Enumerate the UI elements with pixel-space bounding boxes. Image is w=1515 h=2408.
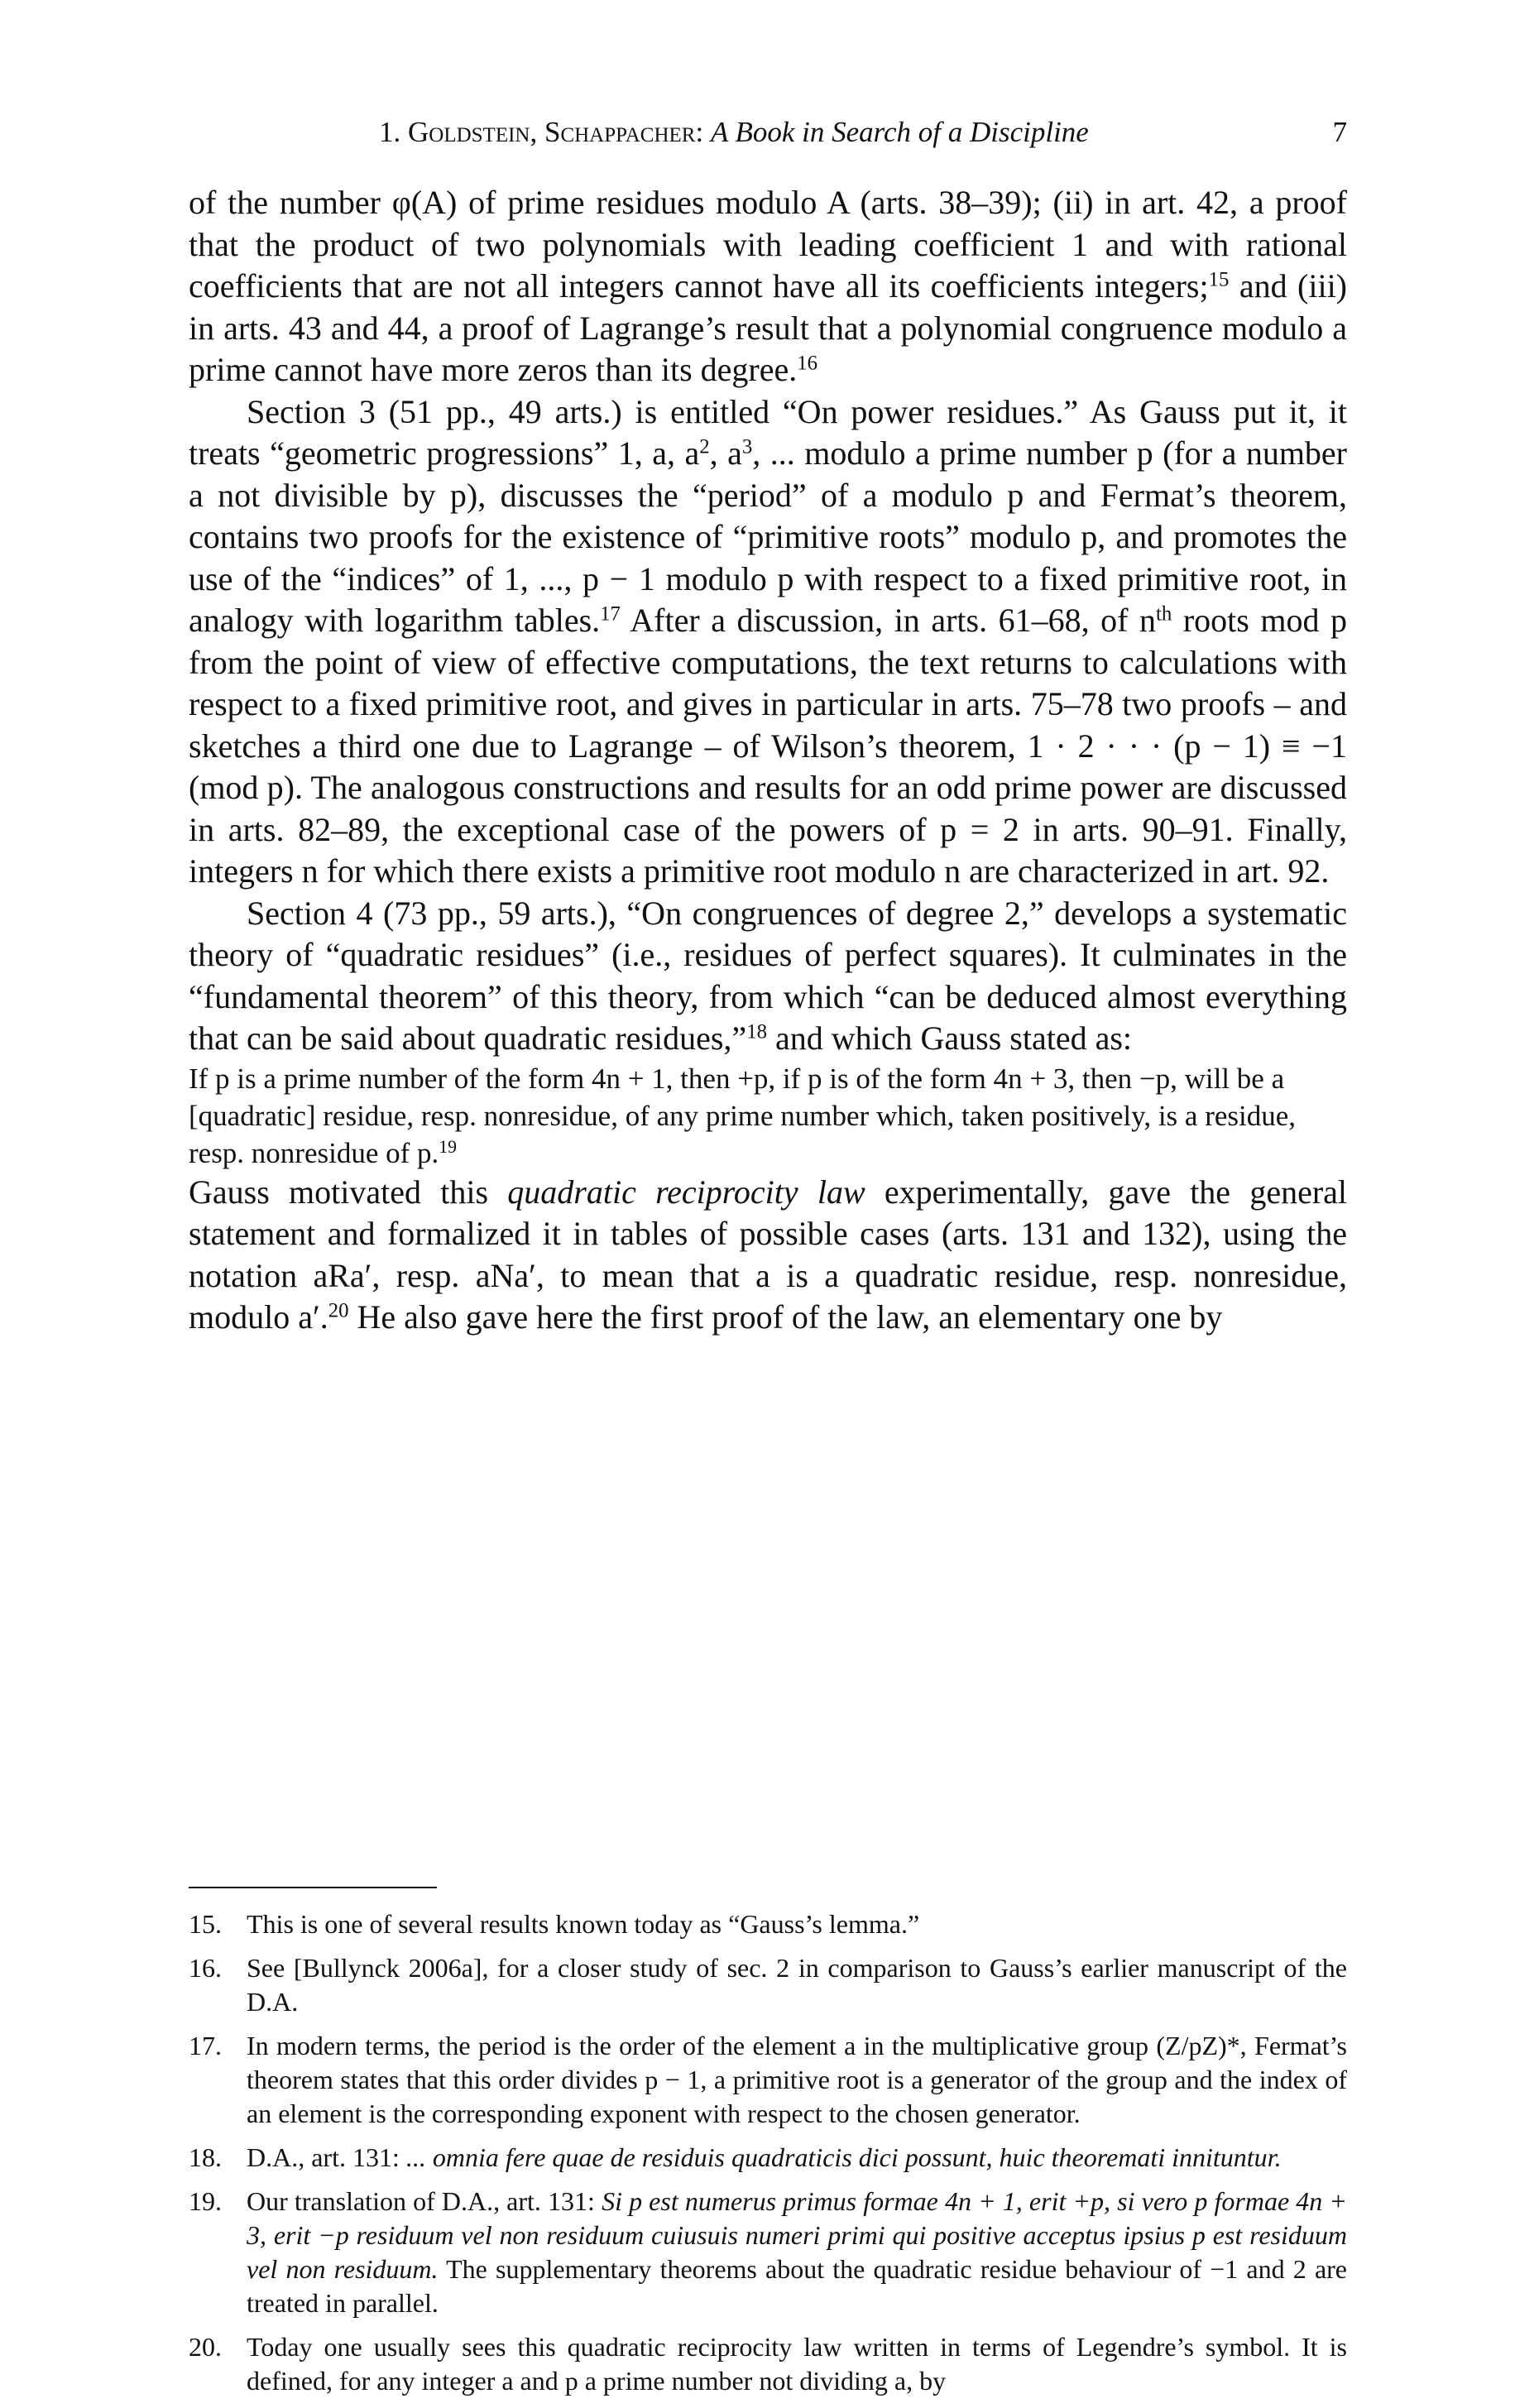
book-title: A Book in Search of a Discipline bbox=[710, 116, 1089, 148]
author-schappacher: Schappacher bbox=[544, 116, 696, 148]
paragraph-2-text-d: After a discussion, in arts. 61–68, of n bbox=[620, 602, 1156, 639]
footnote-number: 15. bbox=[189, 1909, 222, 1939]
exponent-2: 2 bbox=[699, 435, 710, 458]
paragraph-2-text-b: , a bbox=[709, 434, 742, 472]
footnote-text: Our translation of D.A., art. 131: bbox=[247, 2186, 602, 2216]
paragraph-1 bbox=[189, 182, 1347, 391]
block-quote bbox=[189, 1060, 1347, 1172]
footnote-latin-text: Si p est numerus primus formae 4n + 1, erit +p, si vero p formae 4n + 3, erit −p residuum vel non residuum cuiusuis numeri primi qui positive acceptus ipsius p est residuum vel non residuum. bbox=[247, 2186, 1348, 2284]
footnote-ref-17[interactable]: 17 bbox=[600, 602, 621, 626]
paragraph-2-text-a: Section 3 (51 pp., 49 arts.) is entitled “On power residues.” As Gauss put it, it treats “geometric progressions” 1, a, a bbox=[189, 392, 1347, 472]
footnote-18 bbox=[189, 2141, 1347, 2175]
block-quote-text: If p is a prime number of the form 4n + 1, then +p, if p is of the form 4n + 3, then −p, will be a [quadratic] residue, resp. nonresidue, of any prime number which, taken positively, is a residue, resp. nonresidue of p. bbox=[189, 1062, 1297, 1169]
footnote-number: 17. bbox=[189, 2031, 222, 2060]
footnote-latin-text: ... omnia fere quae de residuis quadraticis dici possunt, huic theoremati innituntur. bbox=[405, 2142, 1282, 2172]
footnote-ref-15[interactable]: 15 bbox=[1208, 268, 1230, 291]
footnote-15 bbox=[189, 1907, 1347, 1941]
paragraph-1-text-a: of the number φ(A) of prime residues modulo A (arts. 38–39); (ii) in art. 42, a proof that the product of two polynomials with leading coefficient 1 and with rational coefficients that are not all integers cannot have all its coefficients integers; bbox=[189, 184, 1347, 305]
paragraph-4-text-b: experimentally, gave the general statement and formalized it in tables of possible cases (arts. 131 and 132), using the notation aRa′, resp. aNa′, to mean that a is a quadratic residue, resp. nonresidue, modulo a′. bbox=[189, 1173, 1348, 1336]
paragraph-2 bbox=[189, 391, 1347, 893]
footnote-number: 19. bbox=[189, 2186, 222, 2216]
emphasis-quadratic-reciprocity-law: quadratic reciprocity law bbox=[507, 1173, 865, 1211]
paragraph-1-text-b: and (iii) in arts. 43 and 44, a proof of Lagrange’s result that a polynomial congruence modulo a prime cannot have more zeros than its degree. bbox=[189, 267, 1348, 388]
paragraph-4 bbox=[189, 1172, 1347, 1339]
footnote-16 bbox=[189, 1951, 1347, 2019]
footnote-17 bbox=[189, 2029, 1347, 2131]
page-number: 7 bbox=[1332, 116, 1347, 148]
author-goldstein: Goldstein, bbox=[408, 116, 538, 148]
footnote-number: 20. bbox=[189, 2332, 222, 2362]
footnote-ref-16[interactable]: 16 bbox=[797, 352, 818, 375]
running-head-title bbox=[379, 113, 1089, 152]
footnotes bbox=[189, 1907, 1347, 2408]
chapter-number: 1. bbox=[379, 116, 401, 148]
paragraph-3-text-a: Section 4 (73 pp., 59 arts.), “On congruences of degree 2,” develops a systematic theory of “quadratic residues” (i.e., residues of perfect squares). It culminates in the “fundamental theorem” of this theory, from which “can be deduced almost everything that can be said about quadratic residues,” bbox=[189, 894, 1347, 1057]
footnote-number: 16. bbox=[189, 1953, 222, 1983]
paragraph-3 bbox=[189, 893, 1347, 1060]
book-page bbox=[189, 0, 1348, 2396]
footnote-19 bbox=[189, 2185, 1347, 2320]
paragraph-4-text-c: He also gave here the first proof of the law, an elementary one by bbox=[348, 1298, 1223, 1336]
running-head bbox=[189, 113, 1347, 152]
paragraph-2-text-e: roots mod p from the point of view of effective computations, the text returns to calculations with respect to a fixed primitive root, and gives in particular in arts. 75–78 two proofs – and sketches a third one due to Lagrange – of Wilson’s theorem, 1 · 2 · · · (p − 1) ≡ −1 (mod p). The analogous constructions and results for an odd prime power are discussed in arts. 82–89, the exceptional case of the powers of p = 2 in arts. 90–91. Finally, integers n for which there exists a primitive root modulo n are characterized in art. 92. bbox=[189, 602, 1347, 890]
footnote-text: In modern terms, the period is the order of the element a in the multiplicative group (Z/pZ)*, Fermat’s theorem states that this order divides p − 1, a primitive root is a generator of the group and the index of an element is the corresponding exponent with respect to the chosen generator. bbox=[247, 2031, 1347, 2128]
paragraph-2-text-c: , ... modulo a prime number p (for a number a not divisible by p), discusses the “period” of a modulo p and Fermat’s theorem, contains two proofs for the existence of “primitive roots” modulo p, and promotes the use of the “indices” of 1, ..., p − 1 modulo p with respect to a fixed primitive root, in analogy with logarithm tables. bbox=[189, 434, 1348, 639]
main-text bbox=[189, 182, 1347, 1339]
footnote-text: Today one usually sees this quadratic reciprocity law written in terms of Legendre’s symbol. It is defined, for any integer a and p a prime number not dividing a, by bbox=[247, 2332, 1347, 2396]
paragraph-4-text-a: Gauss motivated this bbox=[189, 1173, 508, 1211]
footnote-20 bbox=[189, 2330, 1347, 2398]
footnote-separator bbox=[189, 1887, 437, 1888]
exponent-3: 3 bbox=[741, 435, 753, 458]
footnote-text-continued: The supplementary theorems about the quadratic residue behaviour of −1 and 2 are treated in parallel. bbox=[247, 2254, 1348, 2318]
footnote-ref-19[interactable]: 19 bbox=[439, 1136, 457, 1157]
footnote-text: D.A., art. 131: bbox=[247, 2142, 406, 2172]
header-colon: : bbox=[695, 116, 704, 148]
paragraph-3-text-b: and which Gauss stated as: bbox=[766, 1019, 1132, 1057]
superscript-th: th bbox=[1156, 602, 1172, 626]
footnote-text: This is one of several results known today as “Gauss’s lemma.” bbox=[247, 1909, 920, 1939]
footnote-number: 18. bbox=[189, 2142, 222, 2172]
footnote-ref-20[interactable]: 20 bbox=[328, 1299, 349, 1322]
footnote-ref-18[interactable]: 18 bbox=[746, 1020, 767, 1043]
footnote-text: See [Bullynck 2006a], for a closer study of sec. 2 in comparison to Gauss’s earlier manuscript of the D.A. bbox=[247, 1953, 1347, 2017]
